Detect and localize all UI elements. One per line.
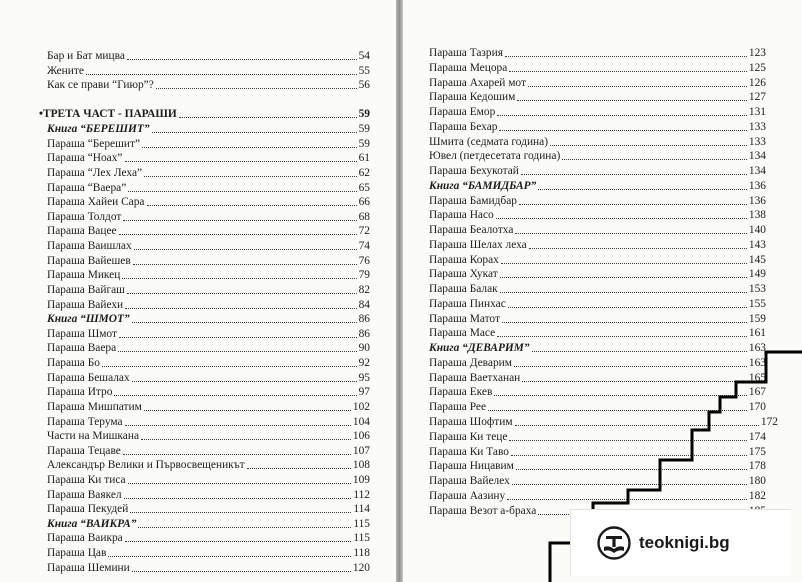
toc-entry-page: 172	[760, 416, 778, 428]
toc-entry-page: 86	[358, 327, 370, 340]
toc-entry-page: 114	[353, 503, 370, 516]
toc-entry-page: 159	[748, 312, 766, 325]
toc-entry-title: Параша Шелах леха	[429, 238, 527, 251]
toc-entry-page: 62	[358, 166, 370, 179]
toc-entry-title: Параша Ки Таво	[429, 445, 509, 458]
toc-entry-title: Параша Толдот	[47, 210, 122, 223]
toc-entry-page: 118	[353, 547, 370, 560]
toc-entry-title: Параша Бехукотай	[429, 165, 519, 178]
toc-entry-page: 68	[358, 210, 370, 223]
toc-entry-page: 123	[748, 47, 766, 59]
toc-entry-title: Параша Ваякел	[47, 488, 122, 501]
toc-entry-page: 92	[358, 357, 370, 370]
toc-entry-page: 167	[748, 386, 766, 399]
toc-entry-title: Параша Бехар	[429, 120, 498, 133]
toc-entry-title: Параша Беалотха	[429, 224, 514, 237]
toc-entry-page: 108	[352, 459, 370, 472]
toc-entry-title: Части на Мишкана	[47, 430, 139, 443]
toc-entry-page: 102	[352, 400, 370, 413]
toc-entry-title: Книга “ШМОТ”	[47, 313, 130, 326]
toc-entry-title: Параша Тецаве	[47, 444, 121, 457]
toc-entry-title: Параша Шофтим	[429, 416, 513, 428]
toc-entry-title: Параша Ваетханан	[429, 371, 521, 384]
toc-entry-page: 180	[748, 475, 766, 488]
toc-entry-title: Параша Ки тиса	[47, 473, 126, 486]
toc-entry-page: 115	[353, 532, 370, 545]
toc-entry-page: 72	[358, 225, 370, 238]
toc-entry-page: 143	[748, 238, 766, 251]
toc-entry-title: Параша “Ноах”	[47, 152, 123, 165]
toc-entry-page: 153	[748, 283, 766, 296]
toc-entry-title: Александър Велики и Първосвещеникът	[47, 459, 245, 472]
toc-entry-title: Параша Ахарей мот	[429, 76, 526, 89]
toc-entry-page: 65	[358, 181, 370, 194]
toc-entry-page: 163	[748, 356, 766, 369]
toc-entry-page: 97	[358, 386, 370, 399]
toc-entry-title: Ювел (петдесетата година)	[429, 150, 561, 163]
toc-entry-title: Параша Вайешев	[47, 254, 131, 267]
toc-entry-page: 131	[748, 106, 766, 119]
toc-entry-page: 140	[748, 224, 766, 237]
toc-entry-title: Книга “БЕРЕШИТ”	[47, 123, 150, 136]
toc-entry-page: 161	[748, 327, 766, 340]
toc-entry-page: 86	[358, 313, 370, 326]
toc-entry-title: Жените	[47, 64, 84, 77]
toc-entry-page: 120	[352, 561, 370, 574]
watermark-text: teoknigi.bg	[639, 533, 730, 552]
toc-entry-title: Параша Ки теце	[429, 430, 508, 443]
toc-entry-title: Книга “ДЕВАРИМ”	[429, 342, 530, 355]
toc-entry-page: 134	[748, 150, 766, 163]
toc-entry-title: Параша Ваера	[47, 342, 117, 355]
toc-entry-title: Параша Аазину	[429, 489, 506, 502]
toc-entry-page: 145	[748, 253, 766, 266]
toc-entry-title: Параша “Лех Леха”	[47, 166, 143, 179]
toc-entry-page: 54	[358, 50, 370, 62]
toc-entry-page: 82	[358, 283, 370, 296]
toc-entry-title: Параша Терума	[47, 415, 123, 428]
toc-entry-page: 74	[358, 240, 370, 253]
toc-entry-page: 178	[748, 460, 766, 473]
toc-entry-page: 115	[353, 517, 370, 530]
toc-entry-title: Параша Хукат	[429, 268, 498, 281]
book-t-logo-icon	[597, 526, 631, 560]
toc-entry-title: Параша Ваишлах	[47, 240, 132, 253]
toc-entry-page: 127	[748, 91, 766, 104]
toc-entry-page: 126	[748, 76, 766, 89]
toc-entry-page: 182	[748, 489, 766, 502]
toc-entry-page: 95	[358, 371, 370, 384]
toc-entry-page: 84	[358, 298, 370, 311]
toc-entry-title: Параша Ницавим	[429, 460, 514, 473]
toc-entry-title: Параша Бешалах	[47, 371, 130, 384]
toc-entry-page: 56	[358, 79, 370, 92]
toc-entry-page: 104	[352, 415, 370, 428]
toc-entry-page: 170	[748, 401, 766, 414]
toc-entry-title: Параша Итро	[47, 386, 113, 399]
toc-entry-page: 106	[352, 430, 370, 443]
toc-entry-title: Параша Корах	[429, 253, 499, 266]
toc-entry-title: ТРЕТА ЧАСТ - ПАРАШИ	[43, 108, 177, 121]
toc-entry-title: Параша “Ваера”	[47, 181, 127, 194]
toc-entry-page: 76	[358, 254, 370, 267]
toc-entry-title: Параша Бамидбар	[429, 194, 517, 207]
toc-entry-page: 59	[358, 123, 370, 136]
toc-entry-title: Параша “Берешит”	[47, 137, 141, 150]
toc-entry-page: 133	[748, 135, 766, 148]
toc-entry-title: Параша Рее	[429, 401, 487, 414]
toc-entry-page: 149	[748, 268, 766, 281]
toc-entry-title: Параша Матот	[429, 312, 500, 325]
toc-entry-page: 155	[748, 297, 766, 310]
watermark-logo	[570, 509, 791, 576]
toc-entry-title: Параша Деварим	[429, 356, 512, 369]
toc-entry-title: Параша Бо	[47, 357, 100, 370]
toc-entry-page: 112	[353, 488, 370, 501]
toc-entry-page: 79	[358, 269, 370, 282]
toc-entry-page: 136	[748, 194, 766, 207]
toc-entry-page: 165	[748, 371, 766, 384]
toc-entry-page: 107	[352, 444, 370, 457]
toc-entry-page: 134	[748, 165, 766, 178]
toc-entry-title: Параша Емор	[429, 106, 496, 119]
toc-entry-title: Бар и Бат мицва	[47, 50, 125, 62]
toc-entry-page: 133	[748, 120, 766, 133]
toc-entry-title: Параша Вайехи	[47, 298, 124, 311]
toc-entry-title: Параша Пинхас	[429, 297, 506, 310]
toc-entry-page: 61	[358, 152, 370, 165]
toc-entry-page: 175	[748, 445, 766, 458]
toc-entry-title: Параша Везот а-браха	[429, 504, 537, 517]
toc-entry-title: Параша Насо	[429, 209, 494, 222]
toc-entry-page: 163	[748, 342, 766, 355]
toc-entry-page: 125	[748, 61, 766, 74]
toc-entry-page: 59	[358, 137, 370, 150]
toc-entry-page: 90	[358, 342, 370, 355]
toc-entry-title: Параша Ваикра	[47, 532, 123, 545]
toc-entry-title: Параша Масе	[429, 327, 496, 340]
toc-entry-title: Параша Мецора	[429, 61, 508, 74]
toc-entry-title: Шмита (седмата година)	[429, 135, 549, 148]
toc-entry-title: Параша Вайгаш	[47, 283, 125, 296]
toc-entry-title: Книга “ВАИКРА”	[47, 517, 137, 530]
toc-entry-page: 55	[358, 64, 370, 77]
toc-entry-page: 66	[358, 196, 370, 209]
toc-entry-page: 136	[748, 179, 766, 192]
toc-entry-title: Параша Вайелех	[429, 475, 510, 488]
toc-entry-page: 138	[748, 209, 766, 222]
toc-entry-title: Параша Мишпатим	[47, 400, 142, 413]
toc-entry-title: Параша Кедошим	[429, 91, 516, 104]
toc-entry-title: Параша Екев	[429, 386, 493, 399]
toc-entry-title: Параша Шемини	[47, 561, 130, 574]
toc-entry-title: Параша Пекудей	[47, 503, 129, 516]
toc-entry-title: Как се прави “Гиюр”?	[47, 79, 154, 92]
toc-entry-title: Параша Шмот	[47, 327, 117, 340]
toc-entry-title: Параша Балак	[429, 283, 498, 296]
toc-entry-page: 109	[352, 473, 370, 486]
toc-entry-title: Параша Цав	[47, 547, 107, 560]
toc-entry-title: Параша Тазрия	[429, 47, 503, 59]
toc-entry-page: 59	[358, 108, 370, 121]
toc-entry-title: Книга “БАМИДБАР”	[429, 179, 537, 192]
bullet-marker: •	[39, 108, 43, 121]
toc-entry-title: Параша Вацее	[47, 225, 117, 238]
toc-entry-page: 174	[748, 430, 766, 443]
toc-entry-title: Параша Микец	[47, 269, 121, 282]
toc-entry-title: Параша Хайеи Сара	[47, 196, 145, 209]
